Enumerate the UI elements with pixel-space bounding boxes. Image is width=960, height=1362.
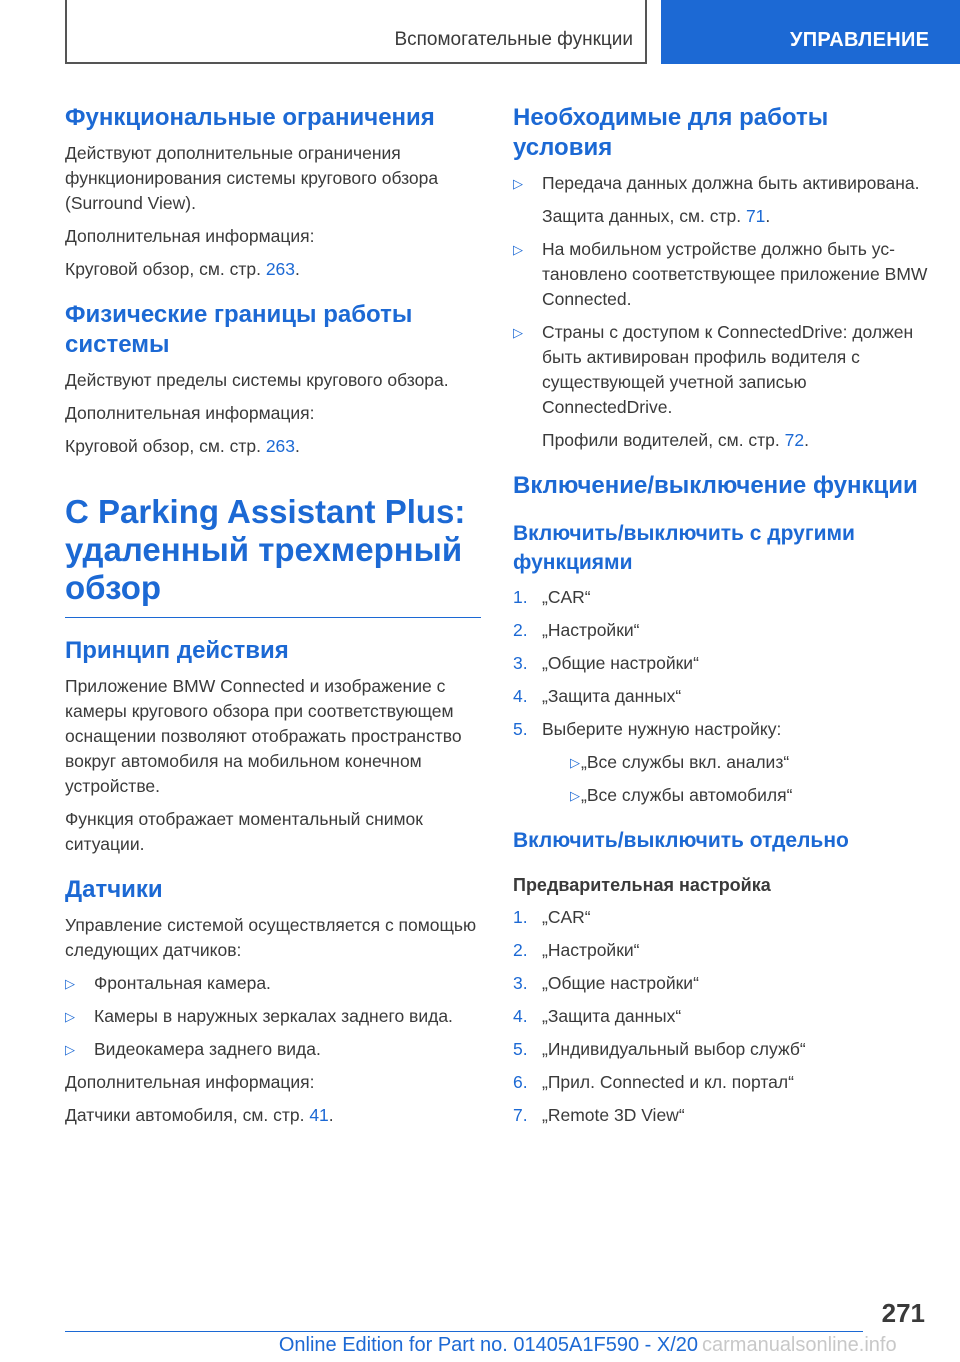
phys-limits-more: Дополнительная информация:: [65, 403, 315, 423]
list-item: [542, 783, 933, 808]
separately-heading: Включить/выключить отдельно: [513, 829, 849, 852]
list-item-text: На мобильном устройстве должно быть установлено соответствующее приложение BMW Connected.: [542, 239, 928, 309]
list-item: [65, 1037, 481, 1062]
phys-limits-text: Действуют пределы системы кругового обзора.: [65, 370, 449, 390]
step-number: 7.: [513, 1105, 528, 1125]
page-link[interactable]: 41: [309, 1105, 329, 1125]
list-item: [513, 237, 933, 312]
footer-divider: [65, 1331, 863, 1332]
ref-text: Датчики автомобиля, см. стр.: [65, 1105, 310, 1125]
triangle-right-icon: ▷: [65, 976, 75, 991]
step-text: „Общие настройки“: [542, 973, 699, 993]
header-chapter-tab[interactable]: [661, 0, 960, 64]
list-item: [513, 171, 933, 196]
phys-limits-heading: Физические границы работы системы: [65, 301, 413, 358]
page-link[interactable]: 263: [265, 436, 296, 456]
step-text: Выберите нужную настройку:: [542, 719, 782, 739]
conditions-list: [513, 171, 933, 196]
list-item: [513, 320, 933, 420]
conditions-heading: Необходимые для работы условия: [513, 104, 829, 161]
with-others-heading: Включить/выключить с другими функциями: [513, 522, 855, 574]
principle-heading: Принцип действия: [65, 637, 289, 664]
with-others-steps: [513, 585, 933, 808]
list-item-text: „Все службы автомобиля“: [581, 785, 793, 805]
list-item: [513, 971, 933, 996]
step-number: 5.: [513, 719, 528, 739]
step-number: 4.: [513, 1006, 528, 1026]
list-item-text: Камеры в наружных зеркалах заднего вида.: [94, 1006, 453, 1026]
step-number: 3.: [513, 653, 528, 673]
step-text: „CAR“: [542, 907, 591, 927]
step-number: 3.: [513, 973, 528, 993]
step-number: 1.: [513, 907, 528, 927]
sensors-text: Управление системой осуществляется с помощью следующих датчиков:: [65, 915, 477, 960]
step-number: 1.: [513, 587, 528, 607]
watermark: carmanualsonline.info: [702, 1334, 897, 1356]
separately-steps: [513, 905, 933, 1128]
left-column: [65, 103, 481, 1136]
triangle-right-icon: ▷: [65, 1009, 75, 1024]
list-item-text: Фронтальная камера.: [94, 973, 271, 993]
phys-limits-ref: Круговой обзор, см. стр. 263.: [65, 436, 300, 456]
list-item: [513, 1004, 933, 1029]
list-item-text: Видеокамера заднего вида.: [94, 1039, 321, 1059]
sensors-more: Дополнительная информация:: [65, 1072, 315, 1092]
sub-list: [542, 750, 933, 808]
preset-heading: Предварительная настройка: [513, 875, 771, 895]
list-item: [513, 585, 933, 610]
main-title: С Parking Assistant Plus: удаленный трехмерный обзор: [65, 493, 481, 618]
condition-ref: Профили водителей, см. стр. 72.: [542, 430, 809, 450]
list-item: [542, 750, 933, 775]
func-limits-heading: Функциональные ограничения: [65, 104, 435, 131]
page-link[interactable]: 72: [784, 430, 805, 450]
triangle-right-icon: ▷: [513, 176, 523, 191]
list-item: [513, 684, 933, 709]
principle-text-1: Приложение BMW Connected и изображение с камеры кругового обзора при соответствующем оснащении позволяют отображать пространство вокруг автомобиля на мобильном конечном устройстве.: [65, 676, 462, 796]
ref-text: Профили водителей, см. стр.: [542, 430, 785, 450]
ref-text: Защита данных, см. стр.: [542, 206, 746, 226]
list-item: [65, 1004, 481, 1029]
triangle-right-icon: ▷: [570, 755, 580, 770]
list-item-text: Страны с доступом к ConnectedDrive: должен быть активирован профиль водителя с существующей учетной записью ConnectedDrive.: [542, 322, 914, 417]
conditions-list-cont: [513, 237, 933, 420]
list-item: [513, 1070, 933, 1095]
step-text: „Защита данных“: [542, 686, 682, 706]
header-section-box: [65, 0, 647, 64]
func-limits-more: Дополнительная информация:: [65, 226, 315, 246]
triangle-right-icon: ▷: [65, 1042, 75, 1057]
step-text: „Общие настройки“: [542, 653, 699, 673]
sensors-heading: Датчики: [65, 876, 163, 903]
step-text: „Настройки“: [542, 940, 640, 960]
sensors-list: [65, 971, 481, 1062]
step-number: 2.: [513, 620, 528, 640]
page-link[interactable]: 71: [745, 206, 766, 226]
list-item: [513, 651, 933, 676]
header-chapter-title: УПРАВЛЕНИЕ: [790, 29, 930, 51]
list-item: [513, 1103, 933, 1128]
step-text: „Прил. Connected и кл. портал“: [542, 1072, 794, 1092]
header-section-title: Вспомогательные функции: [394, 29, 633, 50]
edition-note: Online Edition for Part no. 01405A1F590 - X/20: [278, 1334, 698, 1356]
step-text: „Remote 3D View“: [542, 1105, 685, 1125]
ref-text: Круговой обзор, см. стр.: [65, 259, 266, 279]
page-link[interactable]: 263: [265, 259, 296, 279]
step-text: „Настройки“: [542, 620, 640, 640]
step-text: „Защита данных“: [542, 1006, 682, 1026]
step-number: 2.: [513, 940, 528, 960]
page-number: 271: [881, 1298, 925, 1328]
right-column: [513, 103, 933, 1136]
func-limits-text: Действуют дополнительные ограничения функционирования системы кругового обзора (Surround View).: [65, 143, 439, 213]
sensors-ref: Датчики автомобиля, см. стр. 41.: [65, 1105, 334, 1125]
step-text: „CAR“: [542, 587, 591, 607]
list-item-text: „Все службы вкл. анализ“: [581, 752, 790, 772]
ref-text: Круговой обзор, см. стр.: [65, 436, 266, 456]
list-item: [513, 905, 933, 930]
step-number: 5.: [513, 1039, 528, 1059]
list-item-text: Передача данных должна быть активирована.: [542, 173, 920, 193]
onoff-heading: Включение/выключение функции: [513, 472, 918, 499]
func-limits-ref: Круговой обзор, см. стр. 263.: [65, 259, 300, 279]
list-item: [65, 971, 481, 996]
triangle-right-icon: ▷: [513, 325, 523, 340]
step-text: „Индивидуальный выбор служб“: [542, 1039, 806, 1059]
list-item: [513, 717, 933, 808]
triangle-right-icon: ▷: [513, 242, 523, 257]
list-item: [513, 938, 933, 963]
step-number: 6.: [513, 1072, 528, 1092]
condition-ref: Защита данных, см. стр. 71.: [542, 206, 771, 226]
principle-text-2: Функция отображает моментальный снимок ситуации.: [65, 809, 423, 854]
step-number: 4.: [513, 686, 528, 706]
list-item: [513, 1037, 933, 1062]
list-item: [513, 618, 933, 643]
triangle-right-icon: ▷: [570, 788, 580, 803]
